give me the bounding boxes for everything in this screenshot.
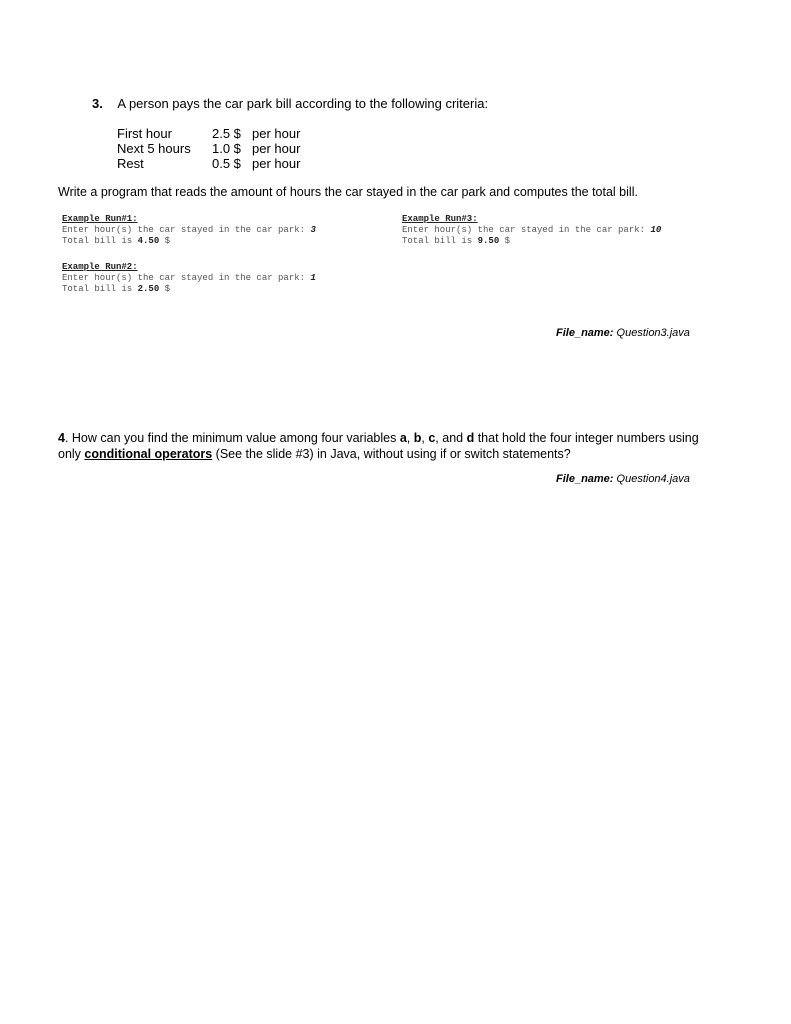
result-suffix: $ (499, 236, 511, 246)
rate-unit: per hour (252, 126, 301, 141)
question-number: 3. (92, 96, 103, 111)
variable-a: a (399, 431, 407, 445)
rate-amount: 2.5 $ (212, 126, 241, 141)
question-4-text (58, 430, 718, 462)
example-result-line (62, 236, 316, 246)
example-run-3 (402, 214, 661, 246)
rate-label: First hour (117, 126, 172, 141)
rate-amount: 1.0 $ (212, 141, 241, 156)
task-description: Write a program that reads the amount of hours the car stayed in the car park and computes the total bill. (58, 185, 638, 199)
example-result-line (62, 284, 316, 294)
separator: , and (435, 431, 467, 445)
example-result-line (402, 236, 661, 246)
example-title: Example Run#2: (62, 262, 138, 272)
filename-label: File_name: (556, 327, 614, 339)
separator: , (406, 431, 414, 445)
rate-amount: 0.5 $ (212, 156, 241, 171)
question-3-filename (556, 327, 690, 339)
example-prompt-line (402, 225, 661, 235)
filename-value: Question3.java (613, 327, 690, 339)
prompt-text: Enter hour(s) the car stayed in the car park: (402, 225, 651, 235)
question-text: . How can you find the minimum value among four variables (64, 431, 400, 445)
example-run-2 (62, 262, 316, 294)
example-title: Example Run#3: (402, 214, 478, 224)
rate-label: Rest (117, 156, 144, 171)
result-prefix: Total bill is (62, 284, 138, 294)
result-suffix: $ (159, 236, 171, 246)
filename-label: File_name: (556, 473, 614, 485)
rate-table (117, 126, 337, 174)
prompt-text: Enter hour(s) the car stayed in the car park: (62, 225, 311, 235)
filename-value: Question4.java (613, 473, 690, 485)
example-run-1 (62, 214, 316, 246)
result-value: 4.50 (137, 236, 160, 246)
result-prefix: Total bill is (62, 236, 138, 246)
prompt-text: Enter hour(s) the car stayed in the car park: (62, 273, 311, 283)
rate-unit: per hour (252, 156, 301, 171)
user-input: 1 (310, 273, 316, 283)
question-text: (See the slide #3) in Java, without using if or switch statements? (212, 447, 571, 461)
example-prompt-line (62, 225, 316, 235)
separator: , (421, 431, 429, 445)
question-text: that hold the four integer numbers using only (58, 431, 699, 461)
question-4-filename (556, 473, 690, 485)
result-value: 9.50 (477, 236, 500, 246)
emphasis-text: conditional operators (84, 447, 213, 461)
example-prompt-line (62, 273, 316, 283)
example-title: Example Run#1: (62, 214, 138, 224)
rate-unit: per hour (252, 141, 301, 156)
user-input: 3 (310, 225, 316, 235)
question-intro: A person pays the car park bill according to the following criteria: (117, 96, 489, 111)
result-value: 2.50 (137, 284, 160, 294)
user-input: 10 (650, 225, 662, 235)
question-3-heading (92, 96, 488, 111)
variable-d: d (466, 431, 475, 445)
result-prefix: Total bill is (402, 236, 478, 246)
result-suffix: $ (159, 284, 171, 294)
question-number: 4 (58, 431, 65, 445)
rate-label: Next 5 hours (117, 141, 191, 156)
variable-b: b (413, 431, 422, 445)
variable-c: c (428, 431, 436, 445)
